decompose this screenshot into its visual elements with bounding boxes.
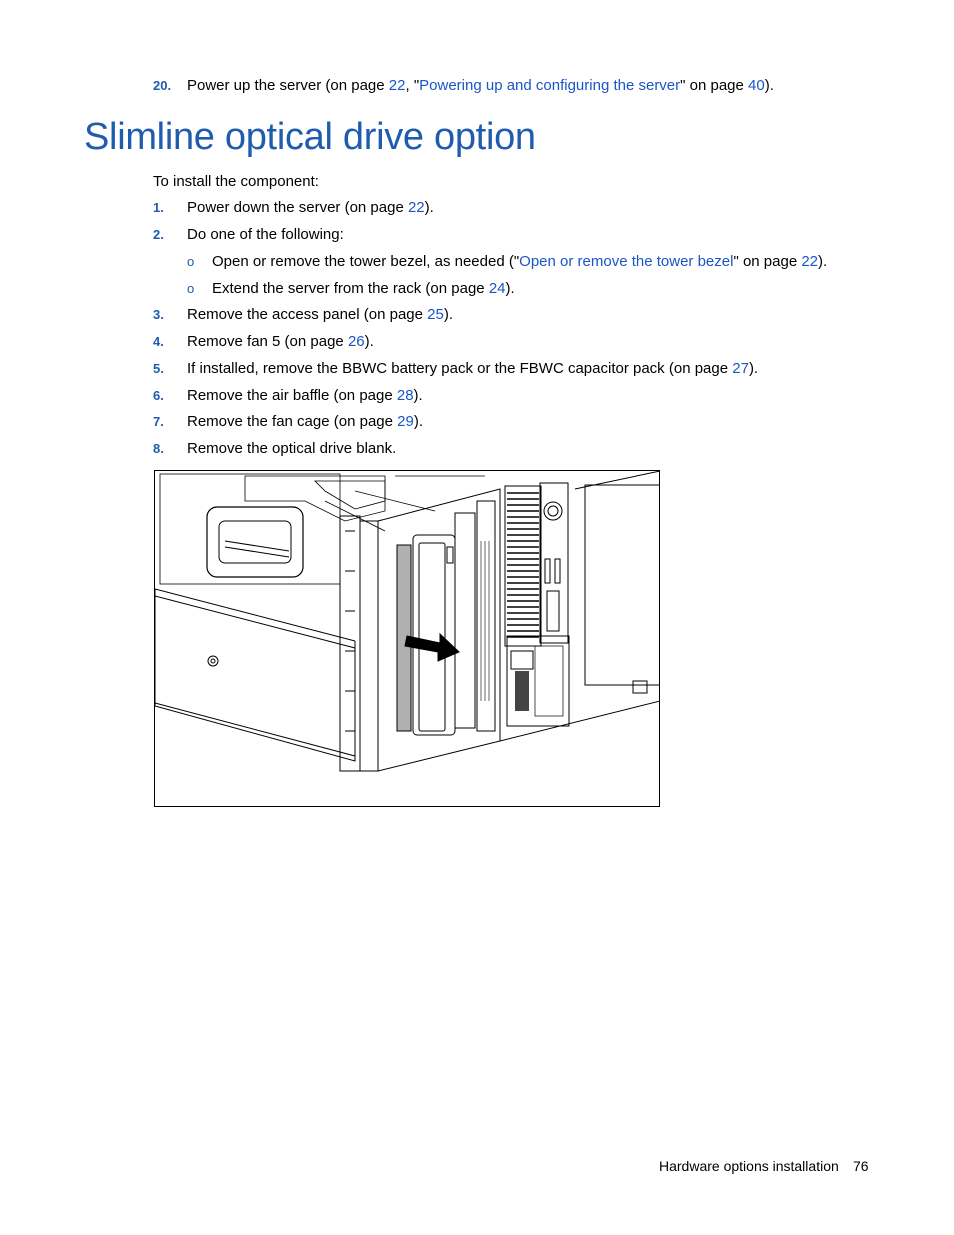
text-fragment: Extend the server from the rack (on page bbox=[212, 280, 489, 297]
server-illustration bbox=[154, 470, 660, 807]
step-number: 7. bbox=[153, 414, 164, 429]
step-text bbox=[187, 333, 374, 351]
text-fragment: ). bbox=[505, 280, 515, 297]
text-fragment: Remove the fan cage (on page bbox=[187, 413, 398, 430]
text-fragment: If installed, remove the BBWC battery pack or the FBWC capacitor pack (on page bbox=[187, 360, 733, 377]
powering-up-link[interactable]: Powering up and configuring the server bbox=[419, 77, 681, 94]
text-fragment: Remove the air baffle (on page bbox=[187, 387, 397, 404]
text-fragment: Open or remove the tower bezel, as needed (" bbox=[212, 253, 520, 270]
step-number: 5. bbox=[153, 361, 164, 376]
page-link[interactable]: 29 bbox=[397, 413, 414, 430]
step-number: 2. bbox=[153, 227, 164, 242]
step-text bbox=[187, 360, 758, 378]
page-link[interactable]: 22 bbox=[388, 77, 406, 94]
optical-drive-blank-removal-drawing bbox=[155, 471, 659, 806]
page-link[interactable]: 24 bbox=[488, 280, 506, 297]
text-fragment: ). bbox=[818, 253, 828, 270]
footer-page-number: 76 bbox=[853, 1158, 869, 1174]
substep-text bbox=[212, 253, 827, 271]
open-bezel-link[interactable]: Open or remove the tower bezel bbox=[519, 253, 734, 270]
text-fragment: ). bbox=[413, 387, 423, 404]
text-fragment: ). bbox=[764, 77, 774, 94]
page-link[interactable]: 22 bbox=[407, 199, 425, 216]
text-fragment: Power up the server (on page bbox=[187, 77, 389, 94]
text-fragment: ). bbox=[424, 199, 434, 216]
page-link[interactable]: 22 bbox=[801, 253, 819, 270]
substep-text bbox=[212, 280, 515, 298]
text-fragment: " on page bbox=[733, 253, 802, 270]
text-fragment: Remove the access panel (on page bbox=[187, 306, 428, 323]
bullet-icon: o bbox=[187, 254, 195, 269]
page-link[interactable]: 26 bbox=[347, 333, 365, 350]
step-text: Do one of the following: bbox=[187, 226, 344, 243]
step-number: 3. bbox=[153, 307, 164, 322]
step-text bbox=[187, 77, 774, 95]
text-fragment: , " bbox=[405, 77, 420, 94]
step-text bbox=[187, 199, 434, 217]
step-number: 1. bbox=[153, 200, 164, 215]
text-fragment: " on page bbox=[680, 77, 749, 94]
step-number: 4. bbox=[153, 334, 164, 349]
text-fragment: ). bbox=[413, 413, 423, 430]
step-number: 8. bbox=[153, 441, 164, 456]
footer-section: Hardware options installation bbox=[659, 1158, 839, 1174]
step-number: 6. bbox=[153, 388, 164, 403]
bullet-icon: o bbox=[187, 281, 195, 296]
text-fragment: ). bbox=[443, 306, 454, 323]
step-text bbox=[187, 306, 453, 324]
text-fragment: ). bbox=[748, 360, 759, 377]
step-text bbox=[187, 387, 423, 405]
step-text: Remove the optical drive blank. bbox=[187, 440, 397, 457]
page-link[interactable]: 25 bbox=[427, 306, 444, 323]
page-link[interactable]: 28 bbox=[396, 387, 414, 404]
page-title: Slimline optical drive option bbox=[84, 116, 536, 158]
step-text bbox=[187, 413, 423, 431]
page-link[interactable]: 27 bbox=[732, 360, 749, 377]
text-fragment: Power down the server (on page bbox=[187, 199, 408, 216]
intro-text: To install the component: bbox=[153, 173, 319, 190]
text-fragment: Remove fan 5 (on page bbox=[187, 333, 348, 350]
page-link[interactable]: 40 bbox=[748, 77, 765, 94]
text-fragment: ). bbox=[364, 333, 374, 350]
step-number: 20. bbox=[153, 78, 172, 93]
